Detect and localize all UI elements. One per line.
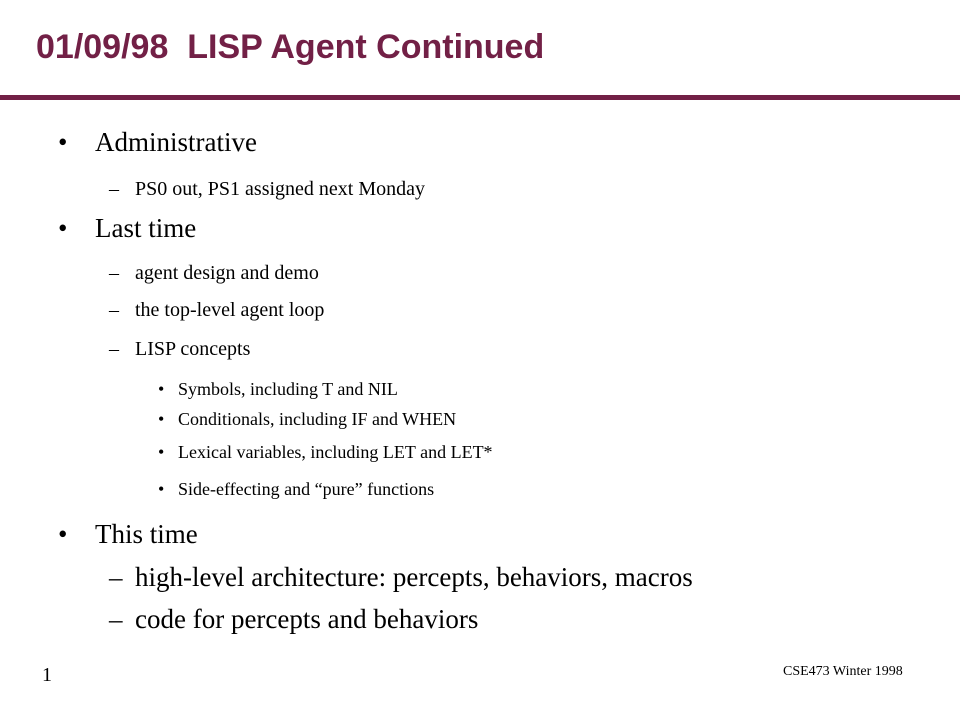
sub-sub-item-text: Side-effecting and “pure” functions xyxy=(178,479,435,499)
page-number: 1 xyxy=(42,664,52,686)
bullet-text: Administrative xyxy=(95,127,257,157)
sub-sub-item-text: Conditionals, including IF and WHEN xyxy=(178,409,457,429)
sub-sub-item-text: Symbols, including T and NIL xyxy=(178,379,398,399)
bullet-glyph: • xyxy=(58,519,68,549)
sub-item-text: the top-level agent loop xyxy=(135,299,325,321)
bullet-glyph: • xyxy=(158,379,165,399)
dash-glyph: – xyxy=(109,178,119,200)
bullet-text: This time xyxy=(95,519,198,549)
bullet-text: Last time xyxy=(95,213,197,243)
sub-item-text: code for percepts and behaviors xyxy=(135,604,479,634)
bullet-glyph: • xyxy=(158,479,165,499)
bullet-glyph: • xyxy=(58,127,68,157)
sub-item-text: LISP concepts xyxy=(135,338,251,360)
dash-glyph: – xyxy=(109,299,119,321)
sub-item-text: PS0 out, PS1 assigned next Monday xyxy=(135,178,426,200)
title-rule xyxy=(0,95,960,100)
dash-glyph: – xyxy=(109,262,119,284)
slide-title: 01/09/98 LISP Agent Continued xyxy=(36,28,545,66)
sub-item-text: high-level architecture: percepts, behaviors, macros xyxy=(135,562,693,592)
bullet-glyph: • xyxy=(158,442,165,462)
sub-item-text: agent design and demo xyxy=(135,262,319,284)
sub-sub-item-text: Lexical variables, including LET and LET* xyxy=(178,442,493,462)
bullet-glyph: • xyxy=(58,213,68,243)
dash-glyph: – xyxy=(109,562,123,592)
dash-glyph: – xyxy=(109,604,123,634)
bullet-glyph: • xyxy=(158,409,165,429)
footer-text: CSE473 Winter 1998 xyxy=(783,664,903,679)
dash-glyph: – xyxy=(109,338,119,360)
